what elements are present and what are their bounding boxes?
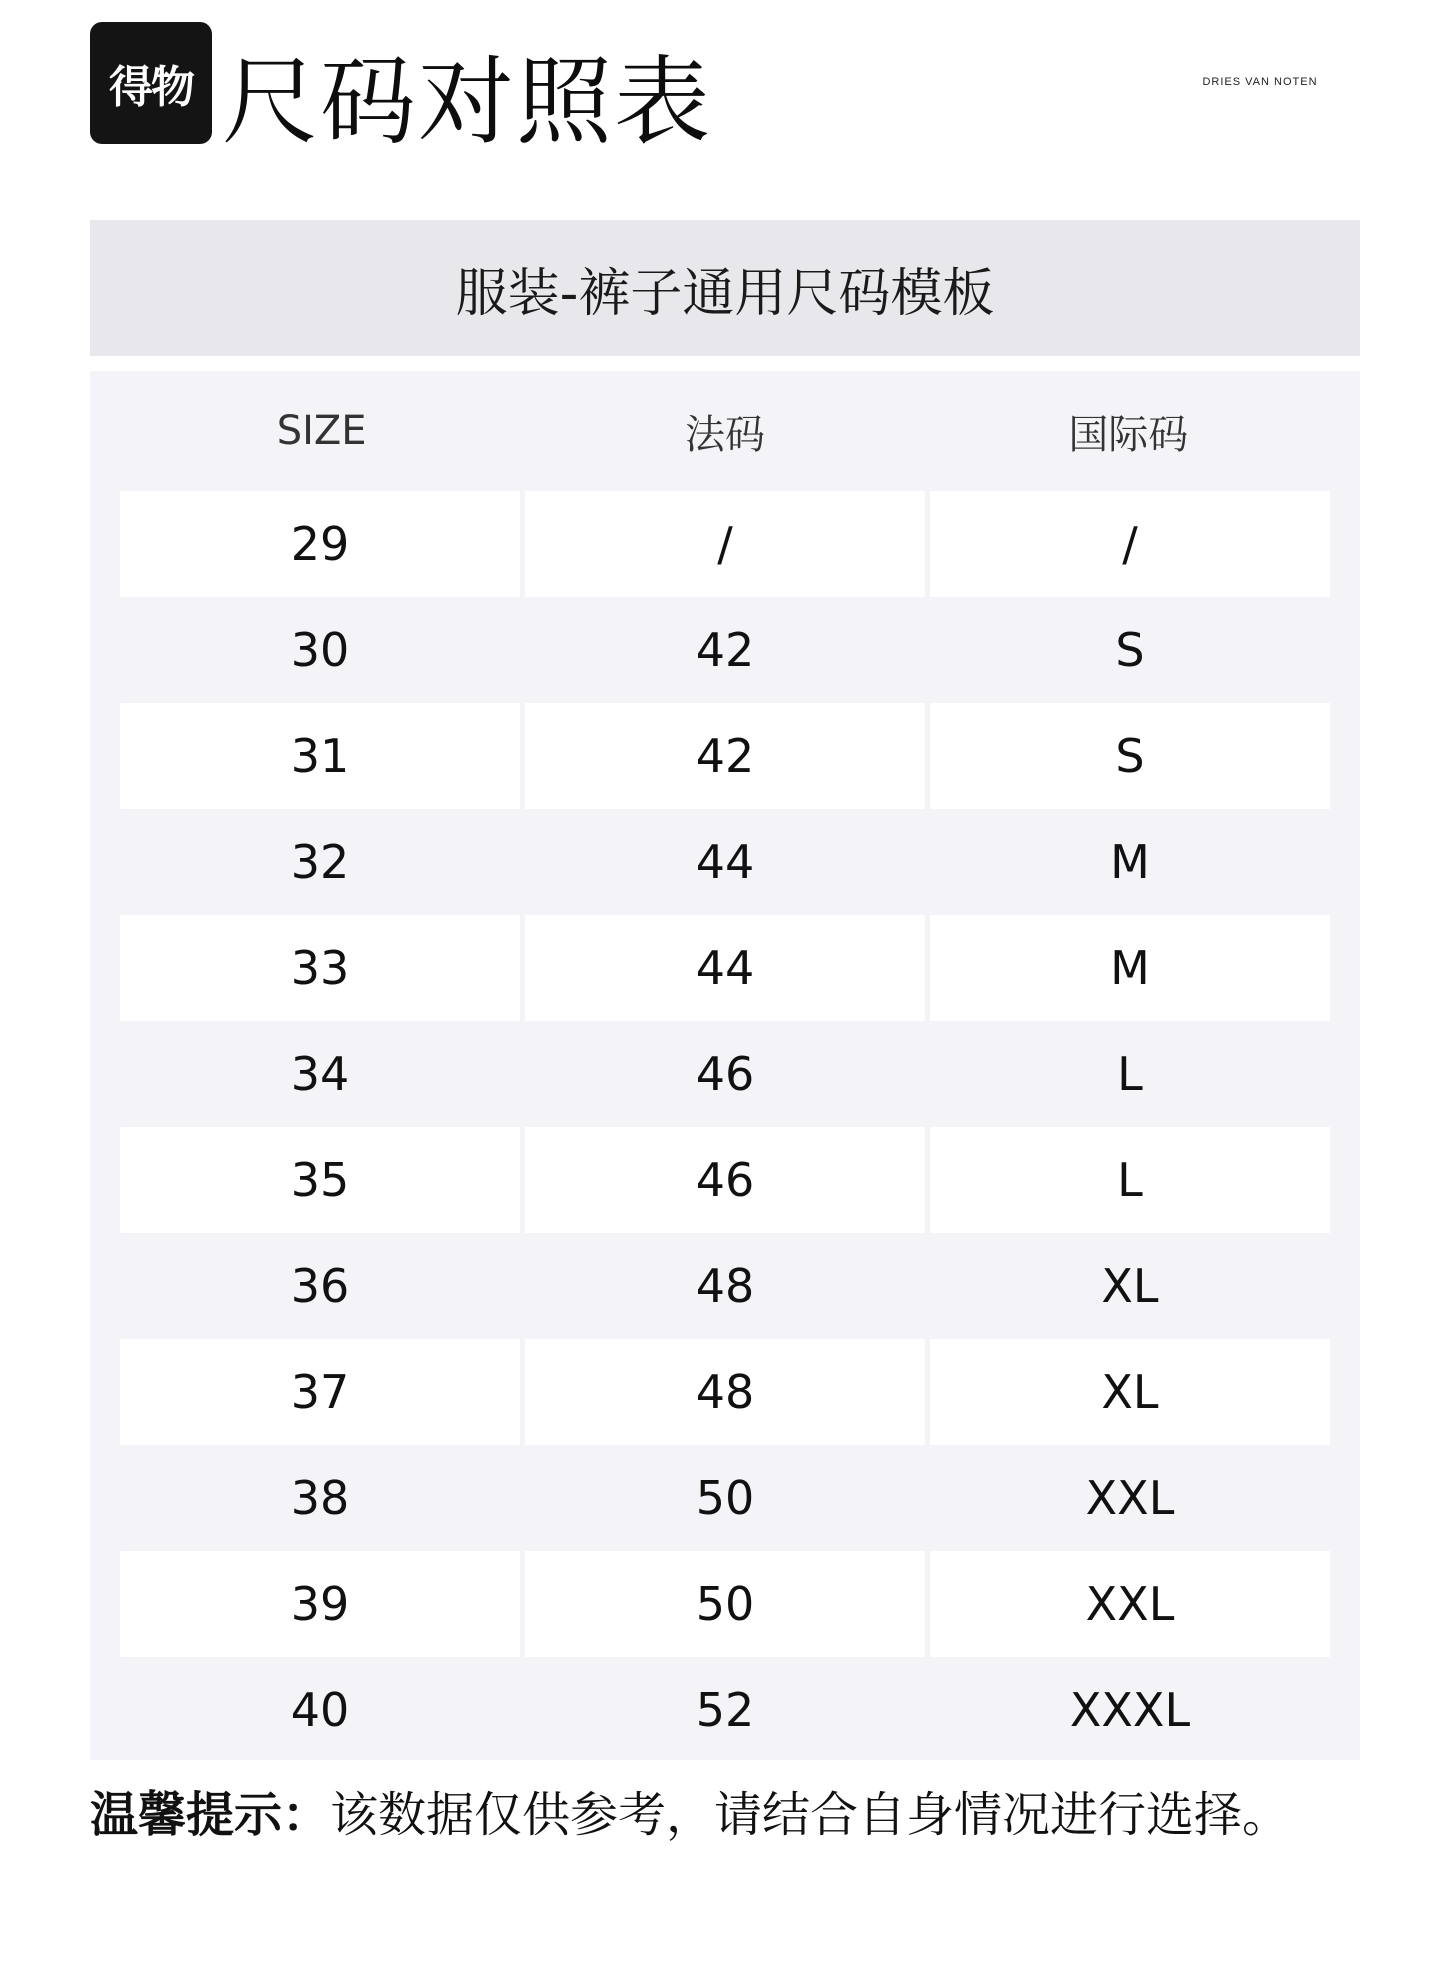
cell-intl-size: XXL (930, 1551, 1330, 1657)
brand-logo: DRIES VAN NOTEN (1202, 76, 1318, 88)
cell-intl-size: XL (1101, 1259, 1159, 1313)
cell-intl-size: L (930, 1127, 1330, 1233)
cell-size: 33 (120, 915, 520, 1021)
column-header-intl-size: 国际码 (1068, 411, 1189, 458)
cell-size: 36 (290, 1259, 350, 1313)
table-row (120, 1127, 1330, 1233)
cell-fr-size: 42 (525, 703, 925, 809)
cell-fr-size: 50 (695, 1471, 755, 1525)
cell-intl-size: / (930, 491, 1330, 597)
table-row (120, 1445, 1330, 1551)
template-title: 服装-裤子通用尺码模板 (455, 263, 995, 324)
table-row (120, 1233, 1330, 1339)
table-row (120, 915, 1330, 1021)
cell-size: 38 (290, 1471, 350, 1525)
table-row (120, 1551, 1330, 1657)
template-banner (90, 220, 1360, 356)
page-title: 尺码对照表 (222, 46, 712, 158)
table-row (120, 1339, 1330, 1445)
cell-intl-size: XXL (1085, 1471, 1175, 1525)
cell-size: 32 (290, 835, 350, 889)
cell-size: 37 (120, 1339, 520, 1445)
cell-size: 31 (120, 703, 520, 809)
cell-fr-size: / (525, 491, 925, 597)
cell-fr-size: 42 (695, 623, 755, 677)
table-row (120, 703, 1330, 809)
cell-size: 35 (120, 1127, 520, 1233)
cell-fr-size: 48 (525, 1339, 925, 1445)
cell-fr-size: 52 (695, 1683, 755, 1737)
table-row (120, 1657, 1330, 1763)
cell-intl-size: XXXL (1069, 1683, 1191, 1737)
table-row (120, 1021, 1330, 1127)
cell-size: 29 (120, 491, 520, 597)
logo-text: 得物 (109, 62, 193, 113)
cell-intl-size: L (1117, 1047, 1143, 1101)
table-row (120, 809, 1330, 915)
cell-fr-size: 46 (525, 1127, 925, 1233)
cell-intl-size: XL (930, 1339, 1330, 1445)
cell-fr-size: 46 (695, 1047, 755, 1101)
cell-size: 30 (290, 623, 350, 677)
column-header-fr-size: 法码 (684, 411, 765, 458)
table-body (120, 491, 1330, 1763)
cell-intl-size: M (1110, 835, 1150, 889)
cell-intl-size: M (930, 915, 1330, 1021)
cell-size: 40 (290, 1683, 350, 1737)
table-row (120, 597, 1330, 703)
cell-fr-size: 44 (695, 835, 755, 889)
tip-note (90, 1780, 1290, 1850)
cell-size: 34 (290, 1047, 350, 1101)
cell-fr-size: 50 (525, 1551, 925, 1657)
table-row (120, 491, 1330, 597)
cell-intl-size: S (930, 703, 1330, 809)
dewu-logo (90, 22, 212, 144)
cell-intl-size: S (1115, 623, 1145, 677)
cell-size: 39 (120, 1551, 520, 1657)
tip-label: 温馨提示： (90, 1787, 331, 1843)
column-header-size: SIZE (276, 408, 367, 454)
cell-fr-size: 48 (695, 1259, 755, 1313)
size-table (90, 371, 1360, 1760)
tip-text: 该数据仅供参考，请结合自身情况进行选择。 (330, 1787, 1291, 1843)
table-header (120, 371, 1330, 491)
cell-fr-size: 44 (525, 915, 925, 1021)
